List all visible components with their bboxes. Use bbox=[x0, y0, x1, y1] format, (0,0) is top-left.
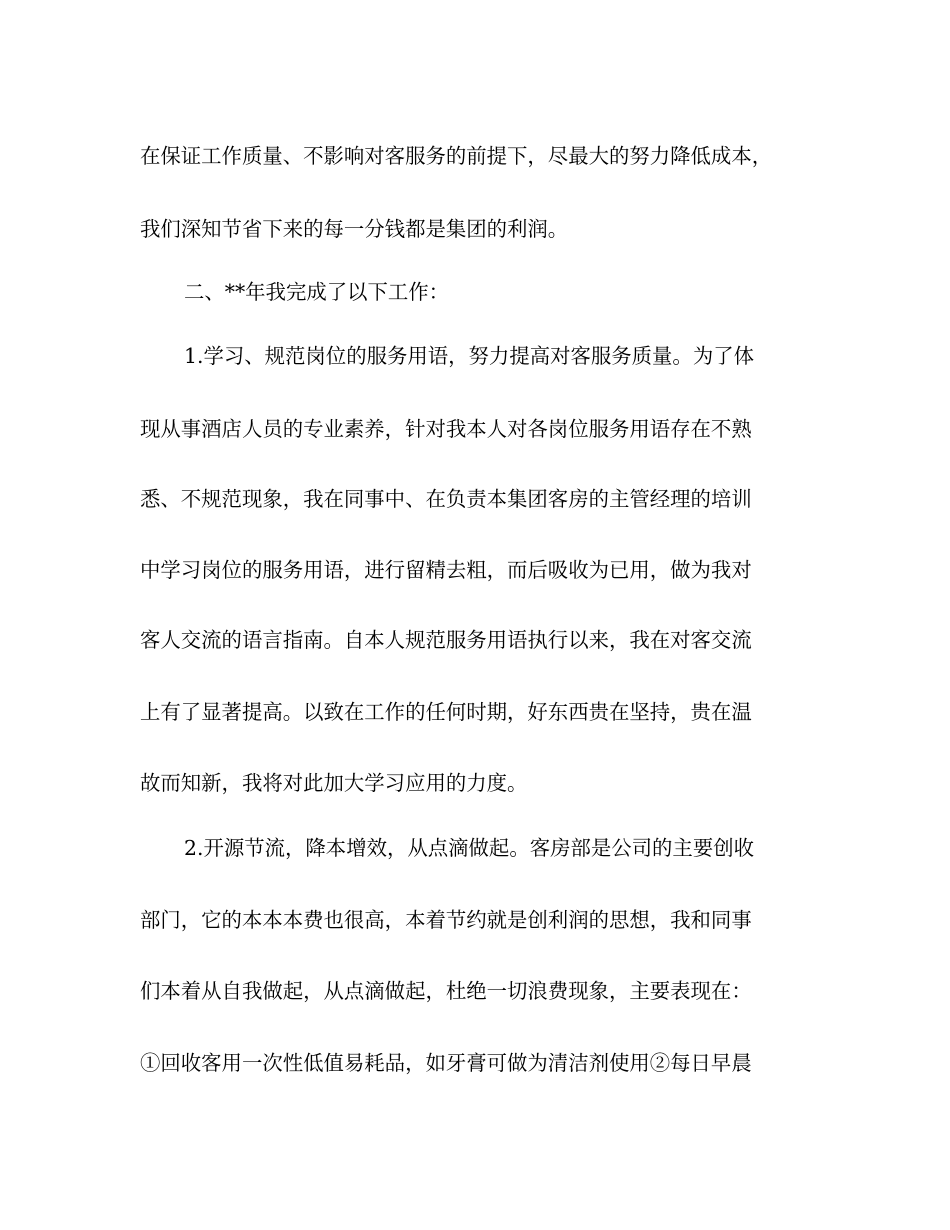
text-line-5: 现从事酒店人员的专业素养，针对我本人对各岗位服务用语存在不熟 bbox=[140, 417, 752, 441]
text-line-10: 故而知新，我将对此加大学习应用的力度。 bbox=[140, 771, 528, 795]
text-line-1: 在保证工作质量、不影响对客服务的前提下，尽最大的努力降低成本， bbox=[140, 144, 773, 168]
text-line-7: 中学习岗位的服务用语，进行留精去粗，而后吸收为已用，做为我对 bbox=[140, 558, 752, 582]
text-line-9: 上有了显著提高。以致在工作的任何时期，好东西贵在坚持，贵在温 bbox=[140, 700, 752, 724]
text-line-11: 2.开源节流，降本增效，从点滴做起。客房部是公司的主要创收 bbox=[184, 836, 754, 860]
text-line-14: ①回收客用一次性低值易耗品，如牙膏可做为清洁剂使用②每日早晨 bbox=[140, 1051, 752, 1075]
text-line-8: 客人交流的语言指南。自本人规范服务用语执行以来，我在对客交流 bbox=[140, 628, 752, 652]
text-line-4: 1.学习、规范岗位的服务用语，努力提高对客服务质量。为了体 bbox=[184, 344, 754, 368]
section-heading: 二、**年我完成了以下工作： bbox=[184, 280, 450, 304]
text-line-12: 部门，它的本本本费也很高，本着节约就是创利润的思想，我和同事 bbox=[140, 908, 752, 932]
text-line-13: 们本着从自我做起，从点滴做起，杜绝一切浪费现象，主要表现在： bbox=[140, 979, 752, 1003]
text-line-2: 我们深知节省下来的每一分钱都是集团的利润。 bbox=[140, 217, 569, 241]
text-line-6: 悉、不规范现象，我在同事中、在负责本集团客房的主管经理的培训 bbox=[140, 487, 752, 511]
